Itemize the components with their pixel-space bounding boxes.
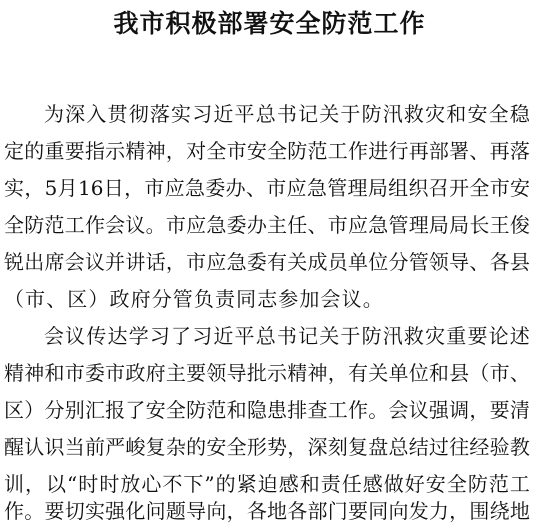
body-line: 为 深 入 贯 彻 落 实 习 近 平 总 书 记 关 于 防 汛 救 灾 和 安 全 稳 — [44, 102, 530, 126]
body-line: 锐 出 席 会 议 并 讲 话 ， 市 应 急 委 有 关 成 员 单 位 分 管 领 导 、 各 县 — [4, 250, 530, 274]
document-title: 我市积极部署安全防范工作 — [113, 9, 426, 38]
body-line: 定 的 重 要 指 示 精 神 ， 对 全 市 安 全 防 范 工 作 进 行 再 部 署 、 再 落 — [4, 139, 530, 163]
body-line: （市、区）政府分管负责同志参加会议。 — [4, 287, 384, 311]
body-line: 精 神 和 市 委 市 政 府 主 要 领 导 批 示 精 神 ， 有 关 单 位 和 县 （ 市 、 — [4, 361, 530, 385]
body-line: 实 ， 5 月 16 日 ， 市 应 急 委 办 、 市 应 急 管 理 局 组 织 召 开 全 市 安 — [4, 176, 530, 200]
body-line: 训 ， 以 “ 时 时 放 心 不 下 ” 的 紧 迫 感 和 责 任 感 做 好 安 全 防 范 工 — [4, 472, 530, 496]
body-line: 醒 认 识 当 前 严 峻 复 杂 的 安 全 形 势 ， 深 刻 复 盘 总 结 过 往 经 验 教 — [4, 435, 530, 459]
body-line: 全 防 范 工 作 会 议 。 市 应 急 委 办 主 任 、 市 应 急 管 理 局 局 长 王 俊 — [4, 213, 530, 237]
body-line: 作 。 要 切 实 强 化 问 题 导 向 ， 各 地 各 部 门 要 同 向 发 力 ， 围 绕 地 — [4, 499, 530, 523]
body-line: 区 ） 分 别 汇 报 了 安 全 防 范 和 隐 患 排 查 工 作 。 会 议 强 调 ， 要 清 — [4, 398, 530, 422]
body-line: 会 议 传 达 学 习 了 习 近 平 总 书 记 关 于 防 汛 救 灾 重 要 论 述 — [44, 324, 530, 348]
